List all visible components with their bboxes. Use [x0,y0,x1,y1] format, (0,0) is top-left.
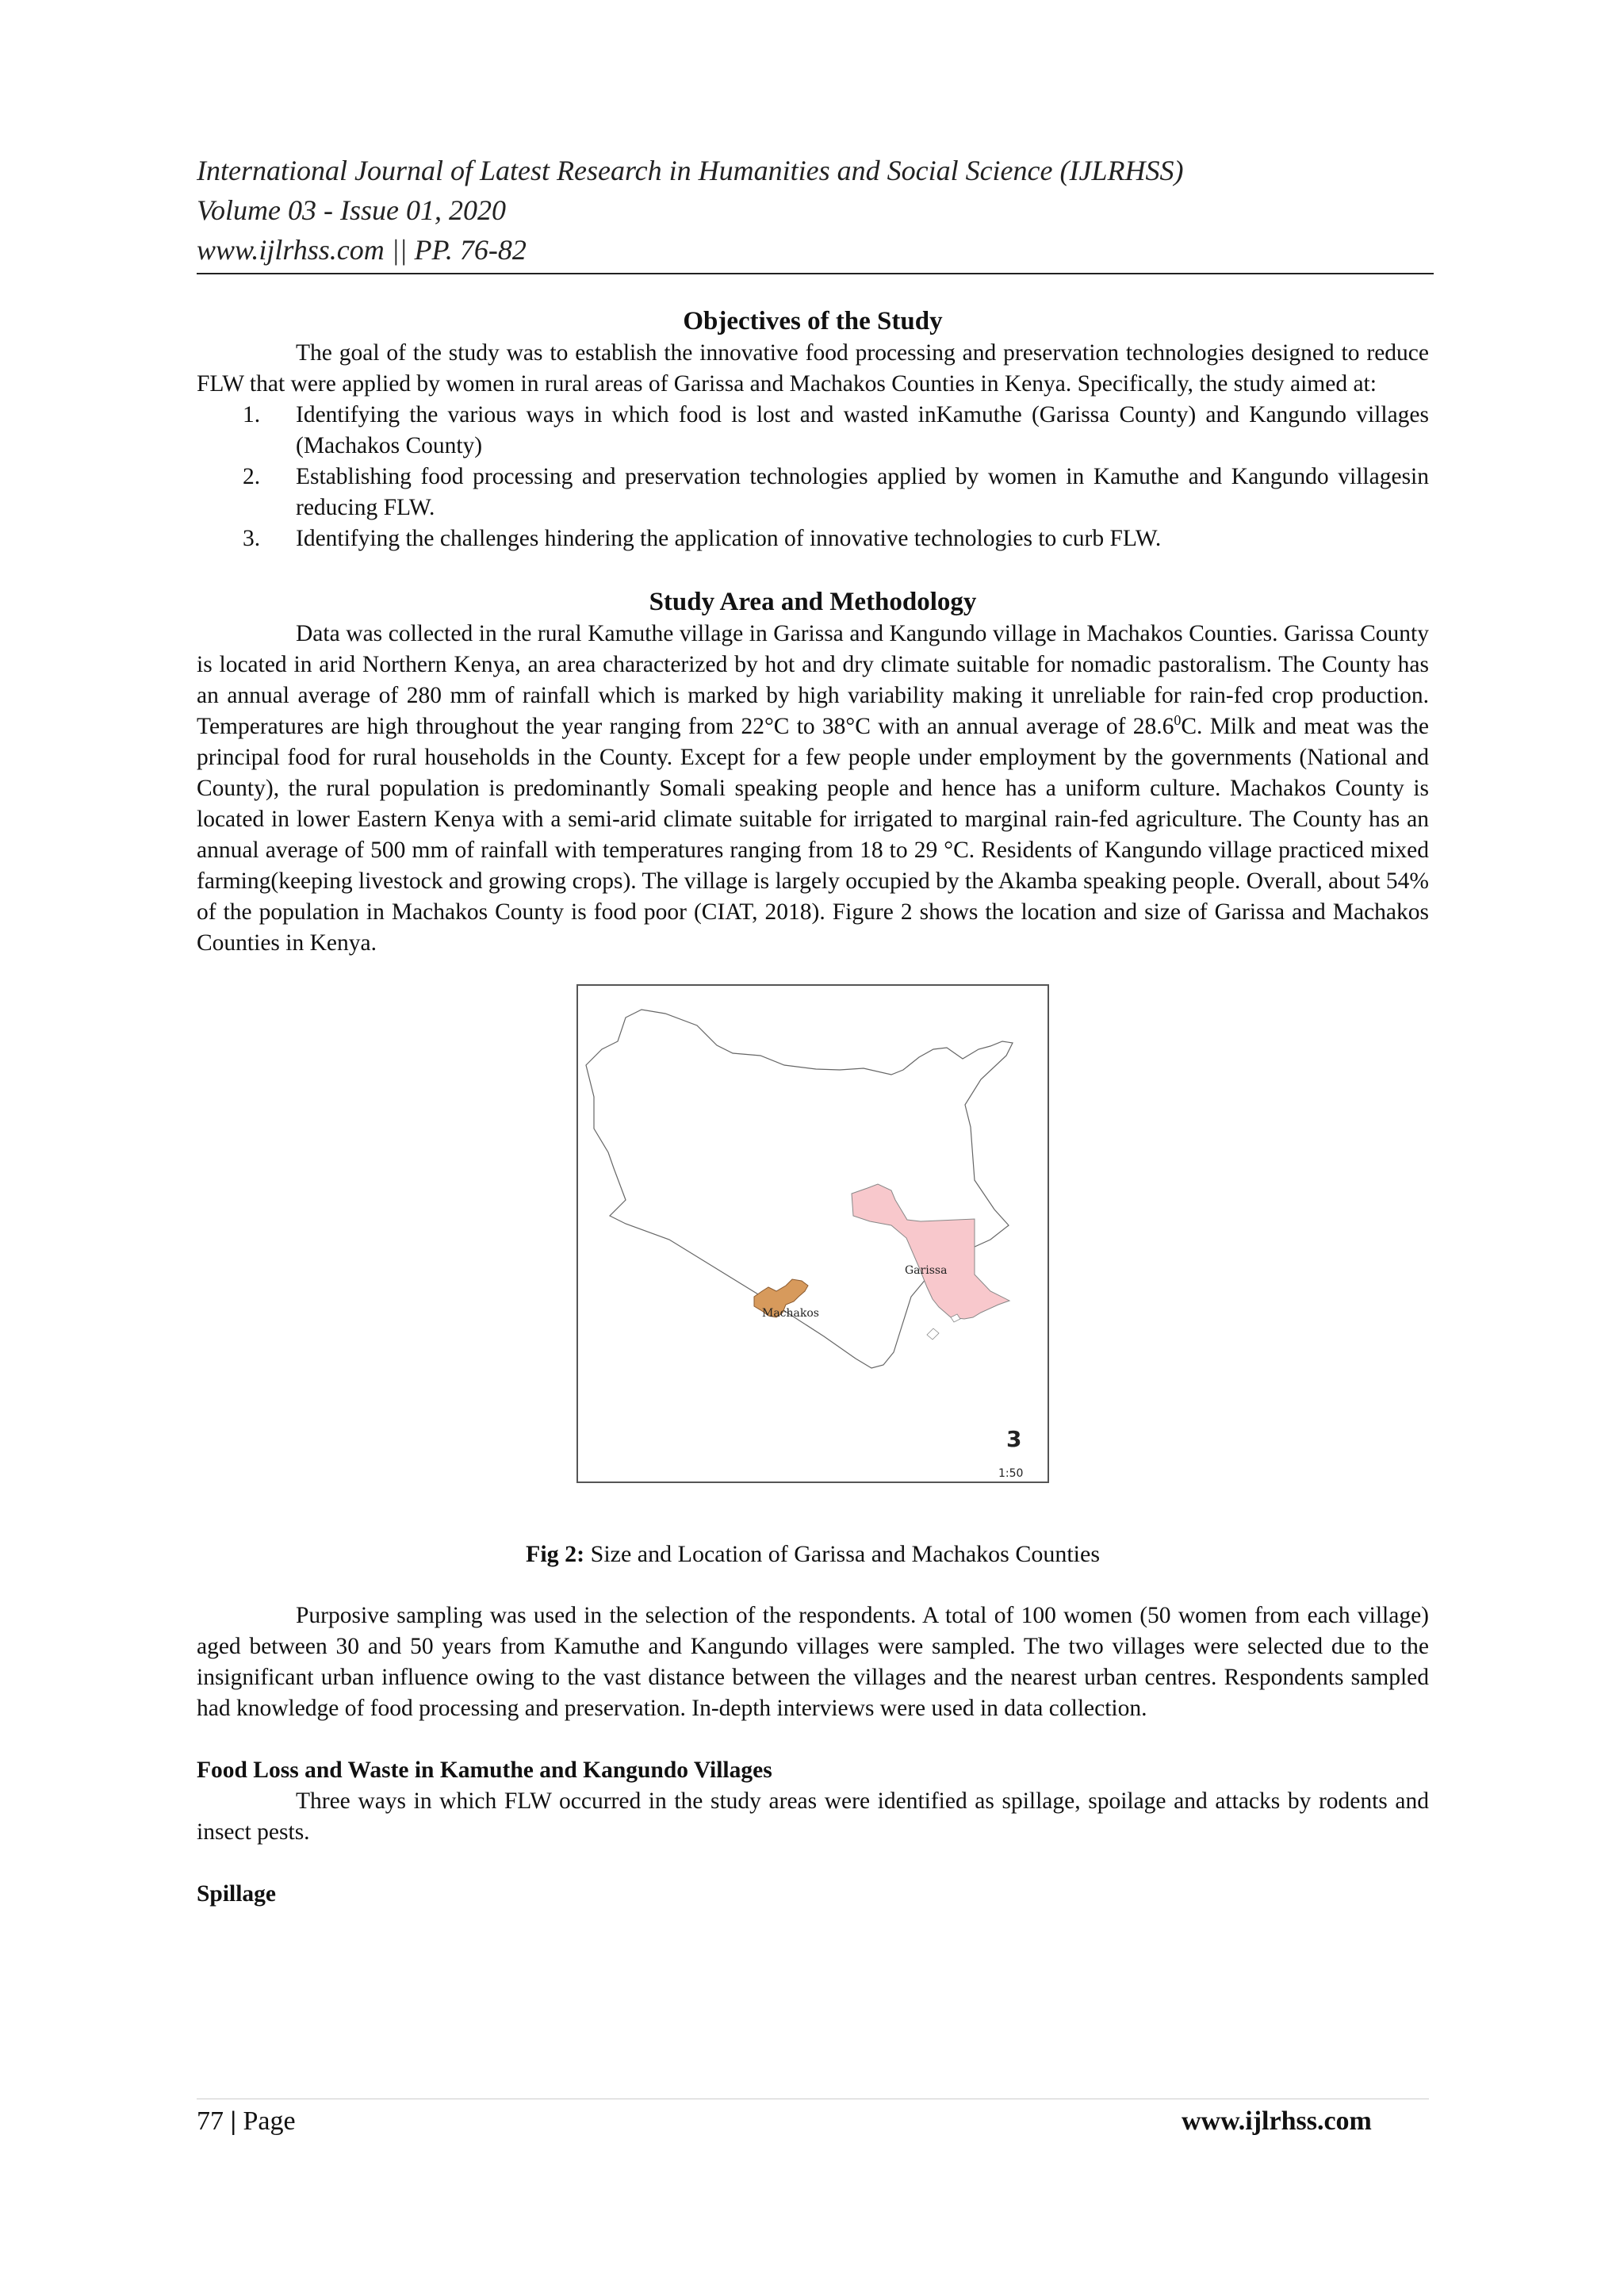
page-footer-number [197,2103,296,2140]
study-area-paragraph [197,619,1429,959]
coast-islands [927,1314,960,1340]
kenya-map-figure [576,984,1049,1483]
degree-superscript: 0 [1174,712,1182,729]
journal-header [197,151,1434,270]
list-item-number: 2. [243,464,261,489]
objectives-list [197,400,1429,554]
list-item-number: 3. [243,526,261,551]
header-divider [197,273,1434,274]
sampling-paragraph: Purposive sampling was used in the selection of the respondents. A total of 100 women (50 women from each village) aged between 30 and 50 years from Kamuthe and Kangundo villages were sampled. The two villages were selected due to the insignificant urban influence owing to the vast distance between the villages and the nearest urban centres. Respondents sampled had knowledge of food processing and preservation. In-depth interviews were used in data collection. [197,1603,1429,1721]
list-item-text: Identifying the challenges hindering the application of innovative technologies to curb FLW. [296,526,1162,551]
list-item-text: Establishing food processing and preservation technologies applied by women in Kamuthe and Kangundo villagesin reducing FLW. [296,464,1429,520]
flw-heading: Food Loss and Waste in Kamuthe and Kangundo Villages [197,1757,772,1783]
list-item [197,400,1429,462]
study-area-text-before: Data was collected in the rural Kamuthe village in Garissa and Kangundo village in Machakos Counties. Garissa County is located in arid Northern Kenya, an area characterized by hot and dry climate suitable for nomadic pastoralism. The County has an annual average of 280 mm of rainfall which is marked by high variability making it unreliable for rain-fed crop production. Temperatures are high throughout the year ranging from 22°C to 38°C with an annual average of 28.6 [197,621,1429,739]
figure-caption [197,1539,1429,1570]
page-word: Page [243,2106,296,2136]
footer-separator: | [230,2106,236,2136]
list-item-text: Identifying the various ways in which food is lost and wasted inKamuthe (Garissa County) and Kangundo villages (Machakos County) [296,402,1429,458]
flw-paragraph: Three ways in which FLW occurred in the study areas were identified as spillage, spoilage and attacks by rodents and insect pests. [197,1788,1429,1845]
list-item-number: 1. [243,402,261,427]
list-item [197,523,1429,554]
figure-caption-label: Fig 2: [526,1541,585,1567]
journal-title: International Journal of Latest Research in Humanities and Social Science (IJLRHSS) [197,155,1184,186]
page-body [197,305,1429,1910]
footer-site-link[interactable]: www.ijlrhss.com [1182,2106,1372,2136]
study-area-heading: Study Area and Methodology [649,588,977,616]
machakos-map-label: Machakos [762,1307,819,1320]
journal-volume: Volume 03 - Issue 01, 2020 [197,194,506,226]
objectives-heading: Objectives of the Study [683,307,943,335]
map-scale: 1:50 [998,1467,1024,1480]
kenya-map [578,986,1048,1481]
page-number: 77 [197,2106,224,2136]
list-item [197,462,1429,523]
objectives-intro: The goal of the study was to establish the innovative food processing and preservation technologies designed to reduce FLW that were applied by women in rural areas of Garissa and Machakos Counties in Kenya. Specifically, the study aimed at: [197,340,1429,397]
study-area-text-after: C. Milk and meat was the principal food for rural households in the County. Except for a few people under employment by the governments (National and County), the rural population is predominantly Somali speaking people and hence has a uniform culture. Machakos County is located in lower Eastern Kenya with a semi-arid climate suitable for irrigated to marginal rain-fed agriculture. The County has an annual average of 500 mm of rainfall with temperatures ranging from 18 to 29 °C. Residents of Kangundo village practiced mixed farming(keeping livestock and growing crops). The village is largely occupied by the Akamba speaking people. Overall, about 54% of the population in Machakos County is food poor (CIAT, 2018). Figure 2 shows the location and size of Garissa and Machakos Counties in Kenya. [197,714,1430,956]
journal-site-pages: www.ijlrhss.com || PP. 76-82 [197,234,527,266]
garissa-map-label: Garissa [905,1264,948,1277]
figure-caption-text: Size and Location of Garissa and Machakos Counties [584,1541,1100,1567]
north-arrow-icon: 3 [1006,1426,1022,1452]
spillage-heading: Spillage [197,1881,276,1907]
